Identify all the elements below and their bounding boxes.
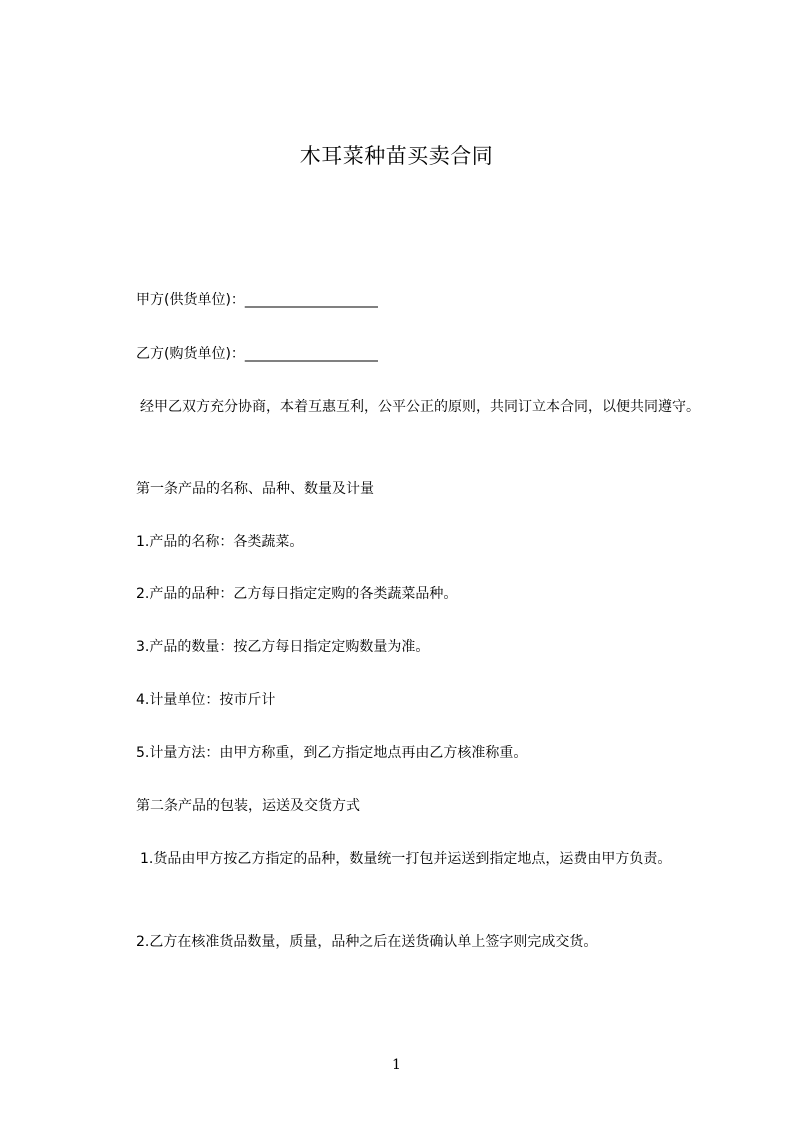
article-1-item-2: 2.产品的品种：乙方每日指定定购的各类蔬菜品种。 bbox=[136, 586, 458, 602]
document-title: 木耳菜种苗买卖合同 bbox=[299, 144, 494, 168]
page-number: 1 bbox=[392, 1057, 401, 1073]
article-2-heading: 第二条产品的包装，运送及交货方式 bbox=[136, 798, 360, 814]
intro-paragraph: 经甲乙双方充分协商，本着互惠互利，公平公正的原则，共同订立本合同，以便共同遵守。 bbox=[140, 399, 700, 415]
party-a-line: 甲方(供货单位)：___________________ bbox=[136, 292, 378, 308]
article-2-item-1: 1.货品由甲方按乙方指定的品种，数量统一打包并运送到指定地点，运费由甲方负责。 bbox=[140, 851, 672, 867]
article-2-item-2: 2.乙方在核准货品数量，质量，品种之后在送货确认单上签字则完成交货。 bbox=[136, 934, 598, 950]
article-1-item-1: 1.产品的名称：各类蔬菜。 bbox=[136, 534, 304, 550]
party-b-line: 乙方(购货单位)：___________________ bbox=[136, 346, 378, 362]
article-1-heading: 第一条产品的名称、品种、数量及计量 bbox=[136, 481, 374, 497]
article-1-item-3: 3.产品的数量：按乙方每日指定定购数量为准。 bbox=[136, 639, 430, 655]
article-1-item-4: 4.计量单位：按市斤计 bbox=[136, 692, 276, 708]
article-1-item-5: 5.计量方法：由甲方称重，到乙方指定地点再由乙方核准称重。 bbox=[136, 745, 528, 761]
